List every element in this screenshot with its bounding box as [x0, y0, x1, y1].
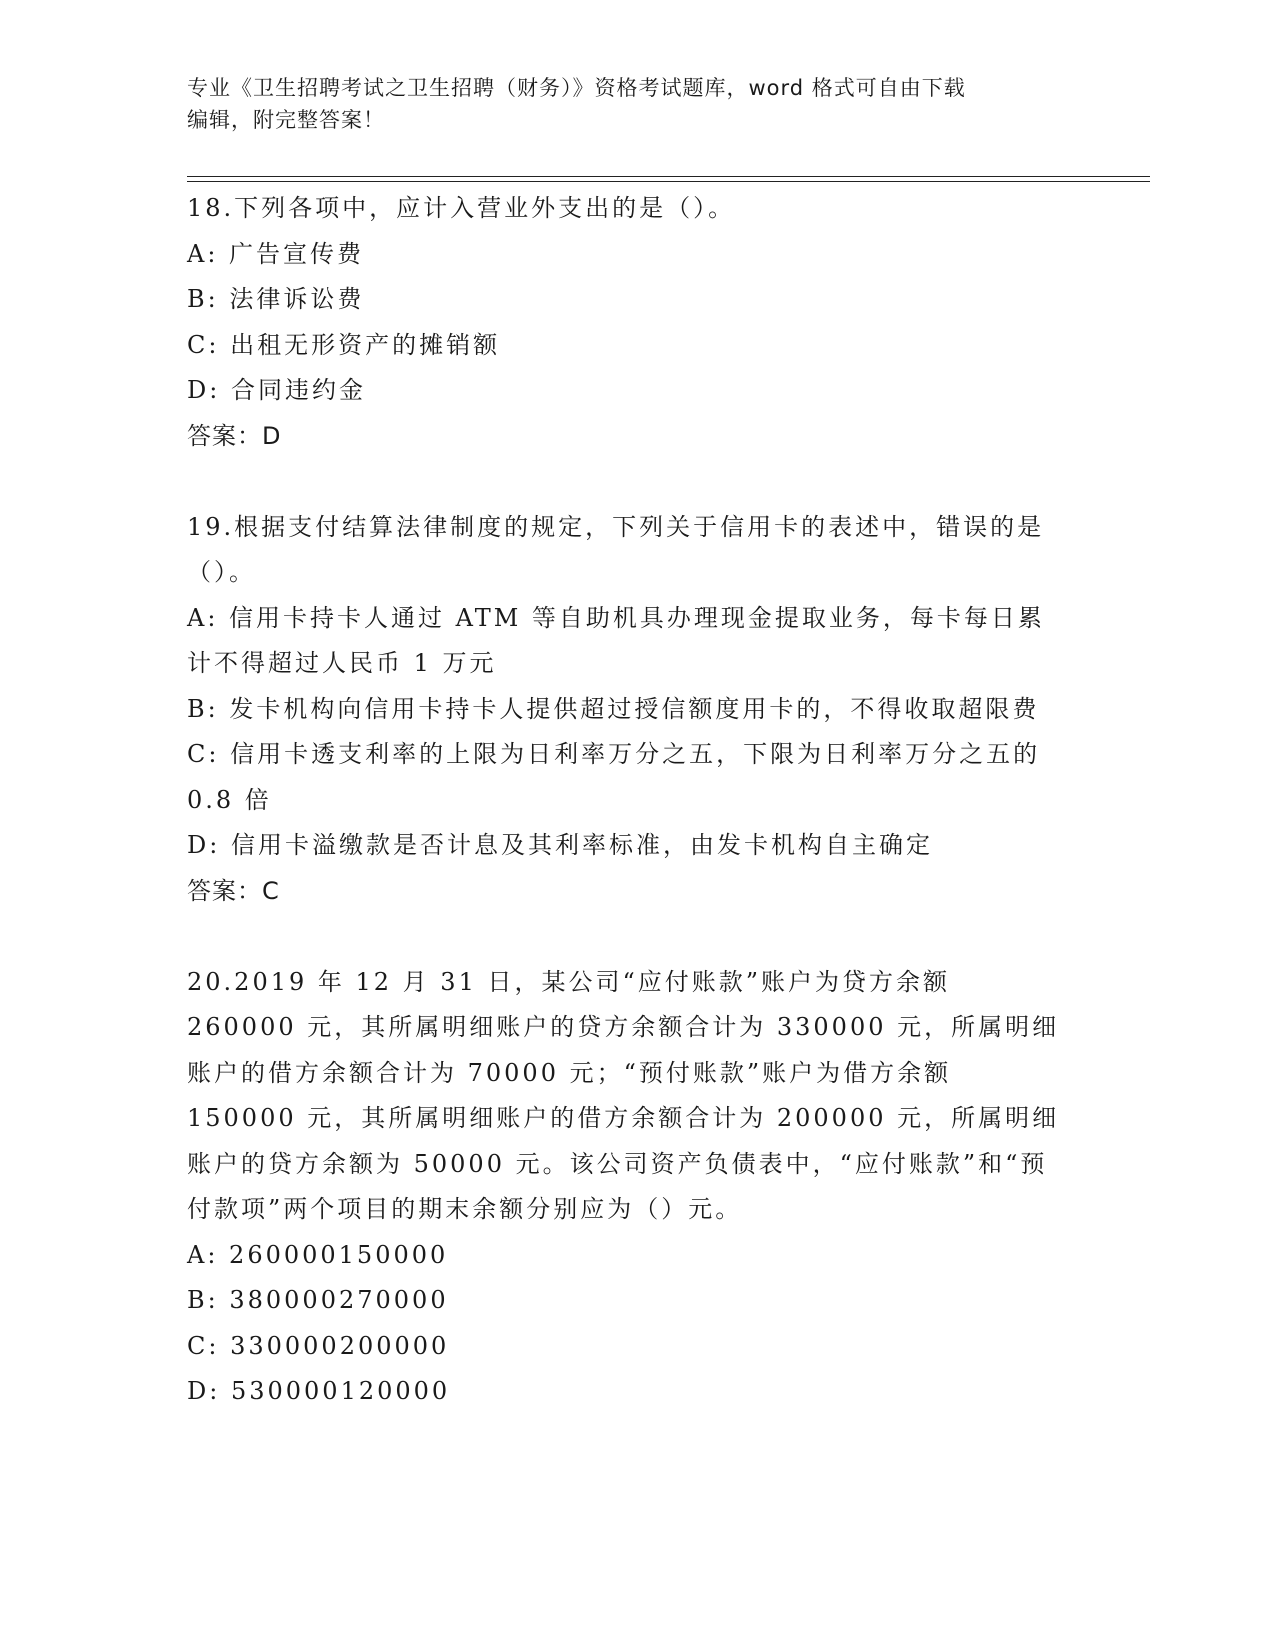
- question-19: [187, 505, 1067, 915]
- option-c: C: 出租无形资产的摊销额: [187, 330, 501, 359]
- answer: 答案：D: [187, 421, 282, 450]
- option-a: A: 260000150000: [187, 1240, 449, 1269]
- header-line-2: 编辑，附完整答案！: [187, 108, 385, 132]
- question-text: 18.下列各项中，应计入营业外支出的是（）。: [187, 194, 736, 222]
- question-20: [187, 960, 1067, 1415]
- answer: 答案：C: [187, 876, 280, 905]
- option-d: D: 530000120000: [187, 1377, 451, 1405]
- option-a: A: 广告宣传费: [187, 239, 365, 268]
- option-a: A: 信用卡持卡人通过 ATM 等自助机具办理现金提取业务，每卡每日累计不得超过人民币 1 万元: [187, 603, 1045, 677]
- header-divider-top: [187, 176, 1150, 177]
- header-line-1: 专业《卫生招聘考试之卫生招聘（财务）》资格考试题库，word 格式可自由下载: [187, 76, 966, 100]
- option-b: B: 380000270000: [187, 1286, 449, 1314]
- document-header: [187, 72, 1067, 136]
- question-text: 19.根据支付结算法律制度的规定，下列关于信用卡的表述中，错误的是（）。: [187, 512, 1045, 586]
- option-c: C: 信用卡透支利率的上限为日利率万分之五，下限为日利率万分之五的 0.8 倍: [187, 740, 1041, 814]
- question-text: 20.2019 年 12 月 31 日，某公司“应付账款”账户为贷方余额 260000 元，其所属明细账户的贷方余额合计为 330000 元，所属明细账户的借方余额合计为 70000 元；“预付账款”账户为借方余额 150000 元，其所属明细账户的借方余额合计为 200000 元，所属明细账户的贷方余额为 50000 元。该公司资产负债表中，“应付账款”和“预付款项”两个项目的期末余额分别应为（）元。: [187, 967, 1060, 1223]
- option-d: D: 信用卡溢缴款是否计息及其利率标准，由发卡机构自主确定: [187, 831, 933, 859]
- question-18: [187, 186, 1067, 459]
- header-divider-bottom: [187, 181, 1150, 182]
- option-c: C: 330000200000: [187, 1331, 450, 1360]
- option-d: D: 合同违约金: [187, 376, 366, 404]
- option-b: B: 发卡机构向信用卡持卡人提供超过授信额度用卡的，不得收取超限费: [187, 694, 1040, 723]
- question-list: [187, 186, 1067, 1460]
- option-b: B: 法律诉讼费: [187, 285, 365, 313]
